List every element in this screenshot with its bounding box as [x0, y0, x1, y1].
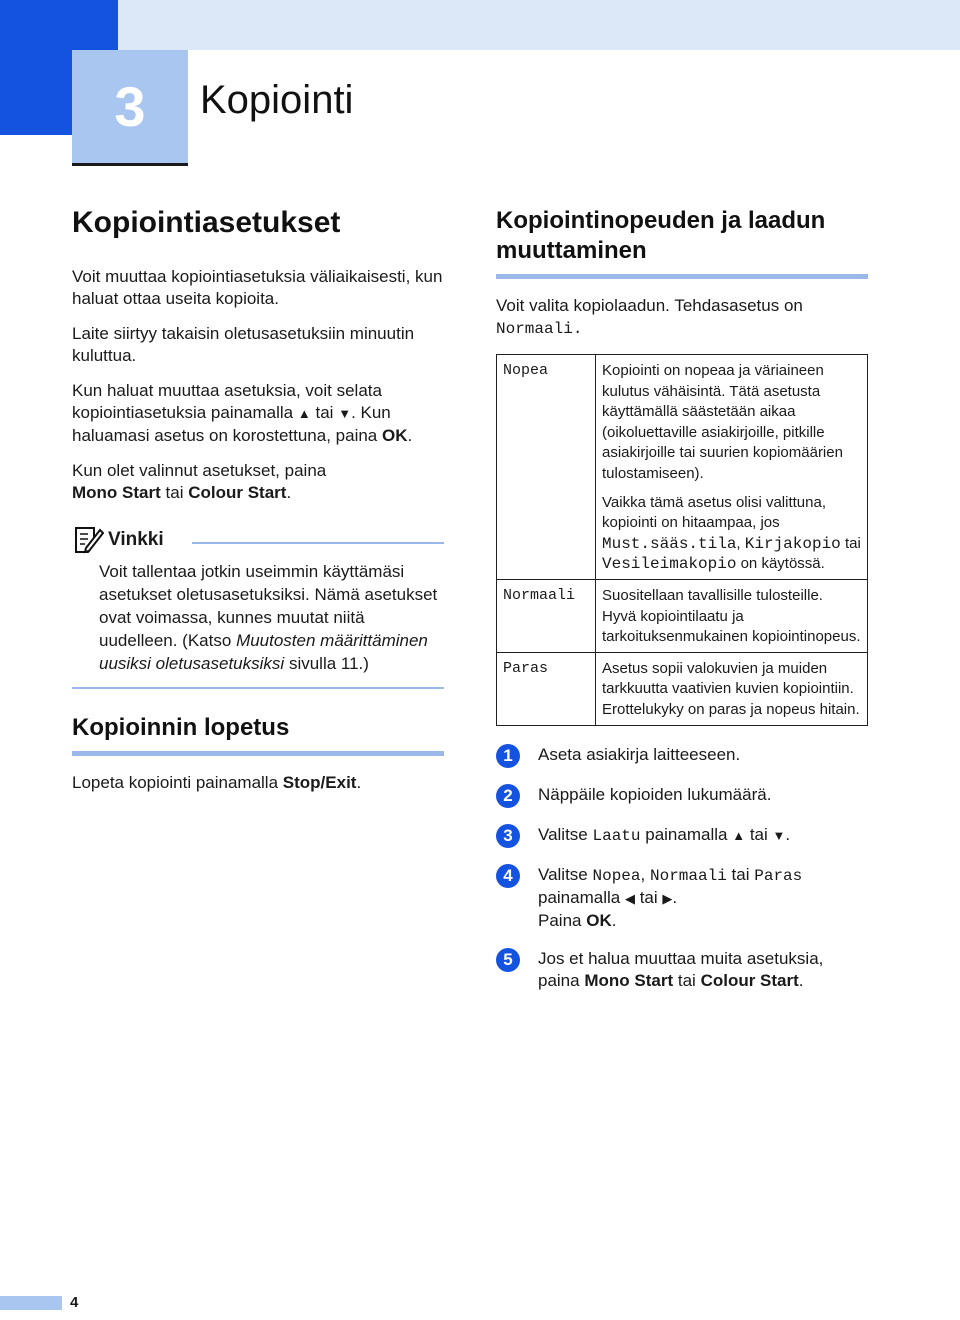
table-value: Asetus sopii valokuvien ja muiden tarkkuutta vaativien kuvien kopiointiin. Erottelukyky on paras ja nopeus hitain. [596, 652, 868, 725]
right-column [496, 206, 868, 1008]
paragraph: Voit valita kopiolaadun. Tehdasasetus on Normaali. [496, 296, 803, 338]
list-item: 4 Valitse Nopea, Normaali tai Paras painamalla ◀ tai ▶. Paina OK. [496, 864, 868, 932]
table-row [497, 355, 868, 580]
left-arrow-icon: ◀ [624, 890, 635, 906]
divider [192, 542, 444, 544]
paragraph: Kun haluat muuttaa asetuksia, voit selata kopiointiasetuksia painamalla ▲ tai ▼. Kun haluamasi asetus on korostettuna, paina OK. [72, 381, 413, 445]
table-key: Paras [497, 652, 596, 725]
key-label: Colour Start [188, 483, 287, 502]
paragraph: Kun olet valinnut asetukset, paina Mono Start tai Colour Start. [72, 461, 327, 502]
key-label: OK [586, 910, 612, 930]
key-label: Mono Start [584, 970, 674, 990]
key-label: Mono Start [72, 483, 161, 502]
list-item: 2 Näppäile kopioiden lukumäärä. [496, 784, 868, 808]
setting-value: Normaali. [496, 320, 583, 338]
key-label: OK [382, 426, 408, 445]
section-heading: Kopiointinopeuden ja laadun muuttaminen [496, 207, 826, 264]
table-key: Normaali [497, 579, 596, 652]
chapter-title: Kopiointi [200, 78, 354, 122]
step-number: 2 [496, 784, 520, 808]
paragraph: Voit muuttaa kopiointiasetuksia väliaikaisesti, kun haluat ottaa useita kopioita. [72, 267, 443, 308]
right-arrow-icon: ▶ [662, 890, 673, 906]
list-item: 3 Valitse Laatu painamalla ▲ tai ▼. [496, 824, 868, 848]
heading-rule [496, 274, 868, 279]
page-number: 4 [70, 1294, 79, 1311]
step-list [496, 744, 868, 992]
chapter-number: 3 [72, 50, 188, 166]
step-number: 5 [496, 948, 520, 972]
divider [72, 687, 444, 689]
step-number: 3 [496, 824, 520, 848]
step-number: 4 [496, 864, 520, 888]
heading-rule [72, 751, 444, 756]
cross-reference-link[interactable]: Muutosten määrittäminen uusiksi oletusasetuksiksi [99, 631, 428, 673]
up-arrow-icon: ▲ [732, 827, 746, 843]
table-row [497, 652, 868, 725]
left-column [72, 206, 444, 807]
table-value: Kopiointi on nopeaa ja väriaineen kulutus vähäisintä. Tätä asetusta käyttämällä säästetään aikaa (oikoluettaville asiakirjoille, pitkille asiakirjoille tai suurien kopiomäärien tulostamiseen). Vaikka tämä asetus olisi valittuna, kopiointi on hitaampaa, jos Must.sääs.tila, Kirjakopio tai Vesileimakopio on käytössä. [596, 355, 868, 580]
key-label: Colour Start [700, 970, 799, 990]
list-item: 1 Aseta asiakirja laitteeseen. [496, 744, 868, 768]
note-box [72, 522, 444, 689]
note-text: Voit tallentaa jotkin useimmin käyttämäsi asetukset oletusasetuksiksi. Nämä asetukset ovat voimassa, kunnes muutat niitä uudelleen. (Katso Muutosten määrittäminen uusiksi oletusasetuksiksi sivulla 11.) [99, 562, 438, 673]
note-title: Vinkki [108, 529, 164, 550]
key-label: Stop/Exit [282, 773, 357, 792]
quality-table [496, 354, 868, 726]
section-heading: Kopioinnin lopetus [72, 714, 290, 741]
paragraph: Lopeta kopiointi painamalla Stop/Exit. [72, 773, 362, 792]
table-value: Suositellaan tavallisille tulosteille. Hyvä kopiointilaatu ja tarkoituksenmukainen kopiointinopeus. [596, 579, 868, 652]
table-key: Nopea [497, 355, 596, 580]
up-arrow-icon: ▲ [297, 406, 311, 421]
header-band [0, 0, 960, 50]
footer-band [0, 1296, 62, 1310]
step-number: 1 [496, 744, 520, 768]
note-pencil-icon [72, 524, 104, 556]
section-heading: Kopiointiasetukset [72, 206, 341, 239]
table-row [497, 579, 868, 652]
down-arrow-icon: ▼ [338, 406, 352, 421]
list-item: 5 Jos et halua muuttaa muita asetuksia, paina Mono Start tai Colour Start. [496, 948, 868, 992]
paragraph: Laite siirtyy takaisin oletusasetuksiin minuutin kuluttua. [72, 324, 415, 365]
down-arrow-icon: ▼ [772, 827, 786, 843]
